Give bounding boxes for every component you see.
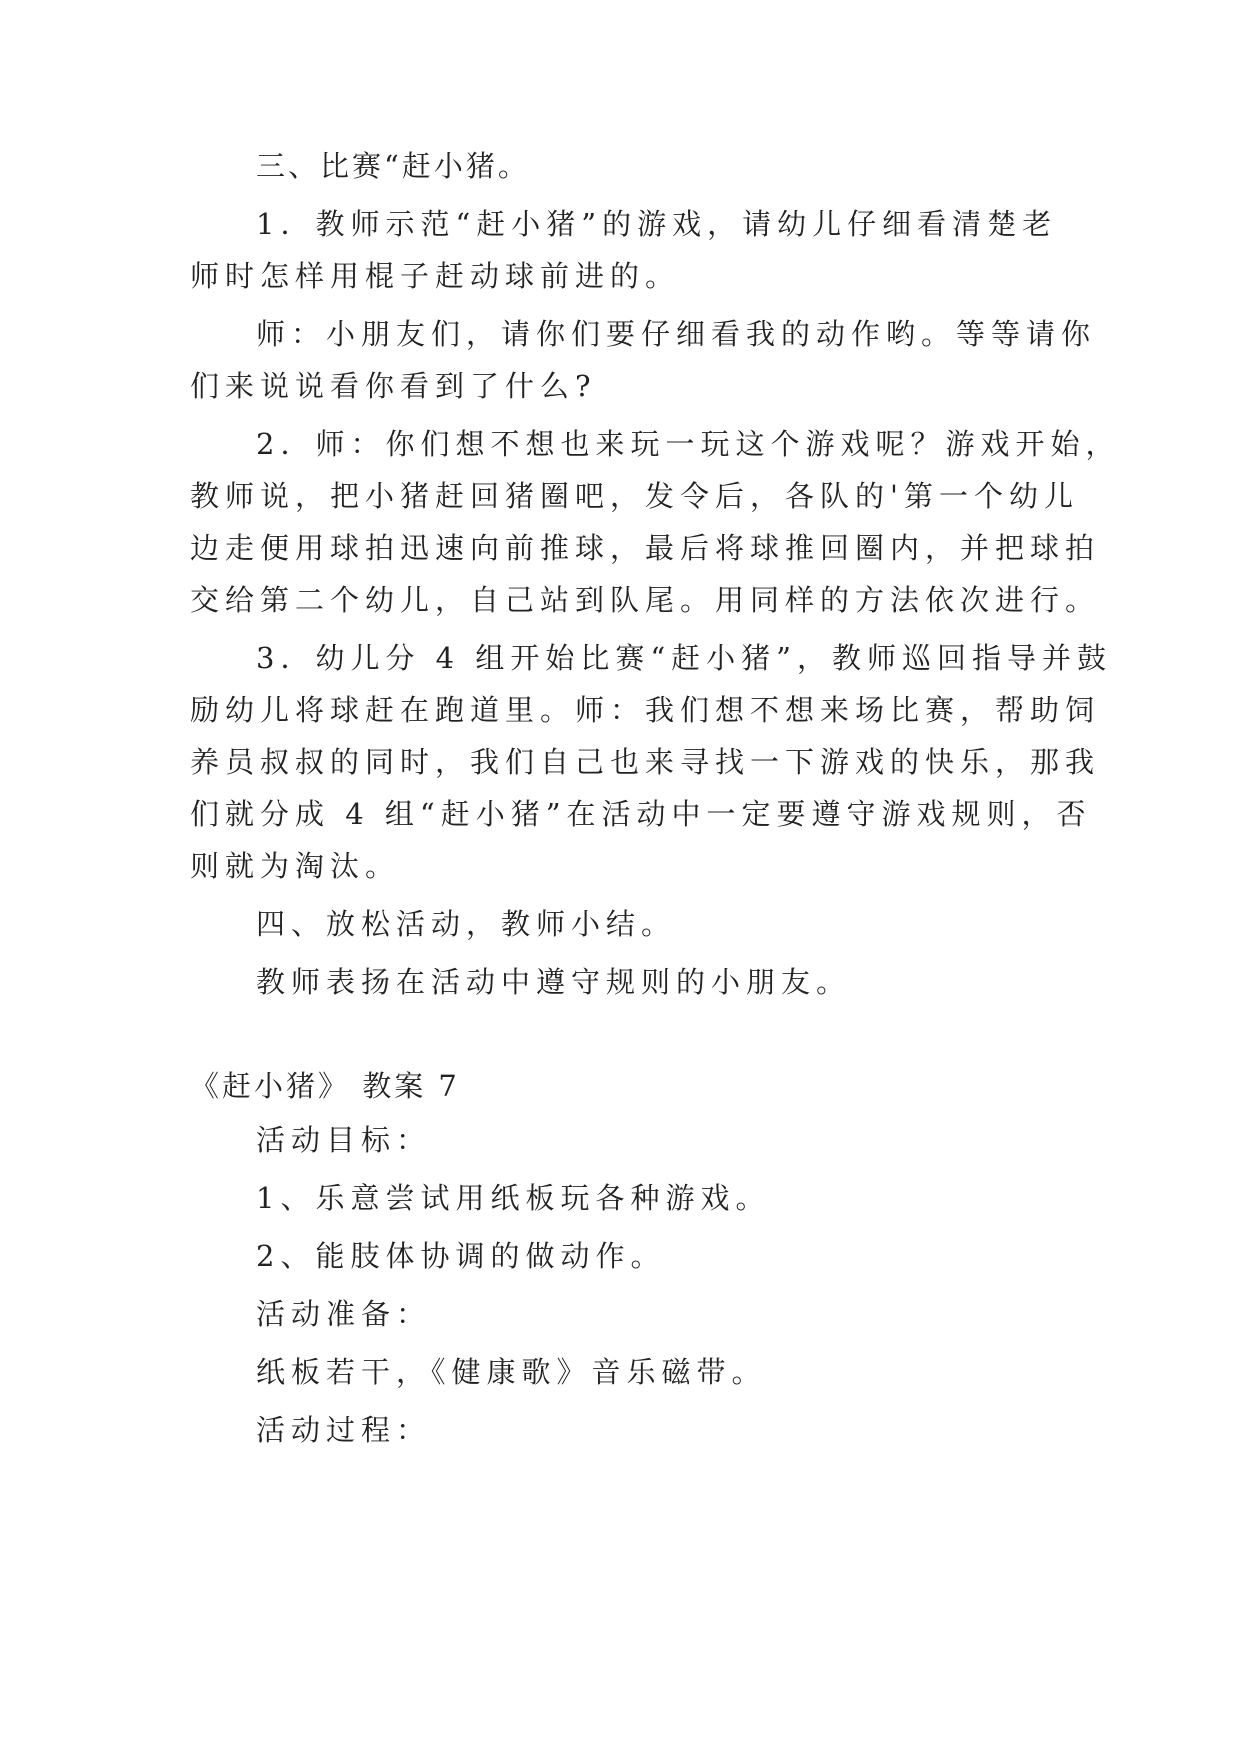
section3-p3-line4: 交给第二个幼儿，自己站到队尾。用同样的方法依次进行。 (190, 583, 1101, 617)
lesson7-process-label: 活动过程： (256, 1413, 432, 1447)
section3-heading: 三、比赛“赶小猪。 (256, 149, 530, 183)
section3-p2-line1: 师：小朋友们，请你们要仔细看我的动作哟。等等请你 (256, 317, 1097, 351)
section3-p4-line3: 养员叔叔的同时，我们自己也来寻找一下游戏的快乐，那我 (190, 745, 1101, 779)
lesson7-goal-2: 2、能肢体协调的做动作。 (256, 1239, 666, 1273)
section3-p1-line1: 1．教师示范“赶小猪”的游戏，请幼儿仔细看清楚老 (256, 207, 1058, 241)
section3-p3-line1: 2．师：你们想不想也来玩一玩这个游戏呢？游戏开始， (256, 427, 1121, 461)
section3-p2-line2: 们来说说看你看到了什么? (190, 369, 597, 403)
lesson7-goals-label: 活动目标： (256, 1123, 432, 1157)
section3-p4-line5: 则就为淘汰。 (190, 849, 401, 883)
section4-heading: 四、放松活动，教师小结。 (256, 907, 677, 941)
lesson7-title: 《赶小猪》 教案 7 (190, 1069, 460, 1103)
lesson7-goal-1: 1、乐意尝试用纸板玩各种游戏。 (256, 1181, 771, 1215)
section3-p1-line2: 师时怎样用棍子赶动球前进的。 (190, 259, 681, 293)
section4-paragraph: 教师表扬在活动中遵守规则的小朋友。 (256, 965, 852, 999)
section3-p3-line3: 边走便用球拍迅速向前推球，最后将球推回圈内，并把球拍 (190, 531, 1101, 565)
section3-p4-line4: 们就分成 4 组“赶小猪”在活动中一定要遵守游戏规则，否 (190, 797, 1092, 831)
section3-p4-line1: 3．幼儿分 4 组开始比赛“赶小猪”，教师巡回指导并鼓 (256, 641, 1112, 675)
section3-p3-line2: 教师说，把小猪赶回猪圈吧，发令后，各队的'第一个幼儿 (190, 479, 1079, 513)
section3-p4-line2: 励幼儿将球赶在跑道里。师：我们想不想来场比赛，帮助饲 (190, 693, 1101, 727)
lesson7-prep-label: 活动准备： (256, 1297, 432, 1331)
lesson7-prep-text: 纸板若干，《健康歌》音乐磁带。 (256, 1355, 767, 1389)
